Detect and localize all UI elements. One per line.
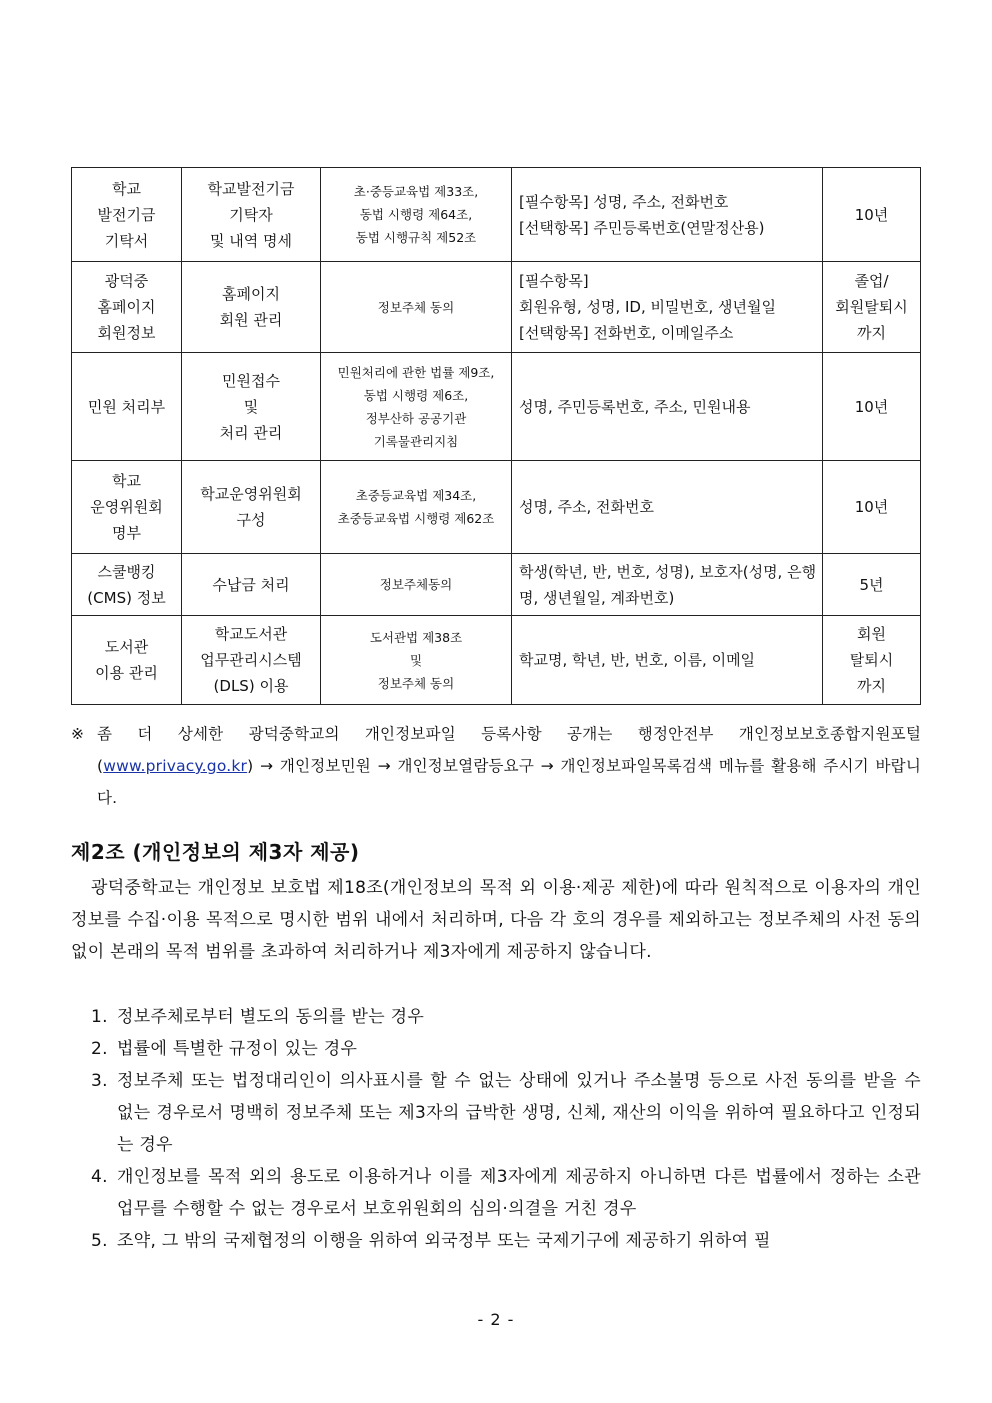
items-cell: [필수항목] 성명, 주소, 전화번호 [선택항목] 주민등록번호(연말정산용): [512, 168, 823, 262]
personal-info-file-table: [71, 167, 921, 705]
purpose-cell: 학교발전기금 기탁자 및 내역 명세: [182, 168, 321, 262]
page-number: - 2 -: [477, 1310, 515, 1329]
retention-cell: 10년: [823, 168, 921, 262]
purpose-cell: 수납금 처리: [182, 554, 321, 616]
exception-list: [71, 1001, 921, 1257]
items-cell: 학생(학년, 반, 번호, 성명), 보호자(성명, 은행명, 생년월일, 계좌번호): [512, 554, 823, 616]
list-item-text: 조약, 그 밖의 국제협정의 이행을 위하여 외국정부 또는 국제기구에 제공하기 위하여 필: [117, 1231, 771, 1251]
reference-mark-icon: ※: [71, 725, 85, 743]
legal-basis-cell: 도서관법 제38조 및 정보주체 동의: [321, 616, 512, 705]
table-row: [72, 168, 921, 262]
section-paragraph: 광덕중학교는 개인정보 보호법 제18조(개인정보의 목적 외 이용·제공 제한)에 따라 원칙적으로 이용자의 개인정보를 수집·이용 목적으로 명시한 범위 내에서 처리하며, 다음 각 호의 경우를 제외하고는 정보주체의 사전 동의 없이 본래의 목적 범위를 초과하여 처리하거나 제3자에게 제공하지 않습니다.: [71, 878, 921, 962]
items-cell: [필수항목] 회원유형, 성명, ID, 비밀번호, 생년월일 [선택항목] 전화번호, 이메일주소: [512, 262, 823, 353]
file-name-cell: 학교 발전기금 기탁서: [72, 168, 182, 262]
items-cell: 성명, 주민등록번호, 주소, 민원내용: [512, 353, 823, 461]
legal-basis-cell: 초중등교육법 제34조, 초중등교육법 시행령 제62조: [321, 461, 512, 554]
legal-basis-cell: 정보주체동의: [321, 554, 512, 616]
list-item-text: 개인정보를 목적 외의 용도로 이용하거나 이를 제3자에게 제공하지 아니하면 다른 법률에서 정하는 소관 업무를 수행할 수 없는 경우로서 보호위원회의 심의·의결을 거친 경우: [117, 1167, 921, 1219]
file-name-cell: 도서관 이용 관리: [72, 616, 182, 705]
table-row: [72, 353, 921, 461]
privacy-portal-link[interactable]: www.privacy.go.kr: [103, 757, 248, 775]
retention-cell: 졸업/ 회원탈퇴시 까지: [823, 262, 921, 353]
purpose-cell: 학교도서관 업무관리시스템 (DLS) 이용: [182, 616, 321, 705]
legal-basis-cell: 초·중등교육법 제33조, 동법 시행령 제64조, 동법 시행규칙 제52조: [321, 168, 512, 262]
list-item: [71, 1033, 921, 1065]
note-text-before: 좀 더 상세한 광덕중학교의 개인정보파일 등록사항 공개는 행정안전부 개인정보보호종합지원포털 (: [97, 725, 921, 775]
list-item-number: 5.: [91, 1231, 108, 1251]
retention-cell: 10년: [823, 461, 921, 554]
file-name-cell: 스쿨뱅킹 (CMS) 정보: [72, 554, 182, 616]
retention-cell: 5년: [823, 554, 921, 616]
section-heading: 제2조 (개인정보의 제3자 제공): [71, 840, 360, 864]
list-item-text: 정보주체로부터 별도의 동의를 받는 경우: [117, 1007, 425, 1027]
legal-basis-cell: 민원처리에 관한 법률 제9조, 동법 시행령 제6조, 정부산하 공공기관 기록물관리지침: [321, 353, 512, 461]
purpose-cell: 홈페이지 회원 관리: [182, 262, 321, 353]
list-item-number: 4.: [91, 1167, 108, 1187]
list-item: [71, 1225, 921, 1257]
list-item-number: 3.: [91, 1071, 108, 1091]
retention-cell: 회원 탈퇴시 까지: [823, 616, 921, 705]
list-item-text: 정보주체 또는 법정대리인이 의사표시를 할 수 없는 상태에 있거나 주소불명 등으로 사전 동의를 받을 수 없는 경우로서 명백히 정보주체 또는 제3자의 급박한 생명, 신체, 재산의 이익을 위하여 필요하다고 인정되는 경우: [117, 1071, 921, 1155]
table-row: [72, 262, 921, 353]
list-item: [71, 1001, 921, 1033]
table-row: [72, 461, 921, 554]
reference-note: [71, 718, 921, 814]
purpose-cell: 학교운영위원회 구성: [182, 461, 321, 554]
items-cell: 성명, 주소, 전화번호: [512, 461, 823, 554]
legal-basis-cell: 정보주체 동의: [321, 262, 512, 353]
purpose-cell: 민원접수 및 처리 관리: [182, 353, 321, 461]
list-item-number: 1.: [91, 1007, 108, 1027]
list-item-number: 2.: [91, 1039, 108, 1059]
file-name-cell: 광덕중 홈페이지 회원정보: [72, 262, 182, 353]
file-name-cell: 민원 처리부: [72, 353, 182, 461]
list-item-text: 법률에 특별한 규정이 있는 경우: [117, 1039, 358, 1059]
file-name-cell: 학교 운영위원회 명부: [72, 461, 182, 554]
items-cell: 학교명, 학년, 반, 번호, 이름, 이메일: [512, 616, 823, 705]
table-row: [72, 616, 921, 705]
list-item: [71, 1161, 921, 1225]
note-text-after: ) → 개인정보민원 → 개인정보열람등요구 → 개인정보파일목록검색 메뉴를 활용해 주시기 바랍니다.: [97, 757, 921, 807]
list-item: [71, 1065, 921, 1161]
table-row: [72, 554, 921, 616]
reference-note-text: [97, 718, 921, 814]
retention-cell: 10년: [823, 353, 921, 461]
